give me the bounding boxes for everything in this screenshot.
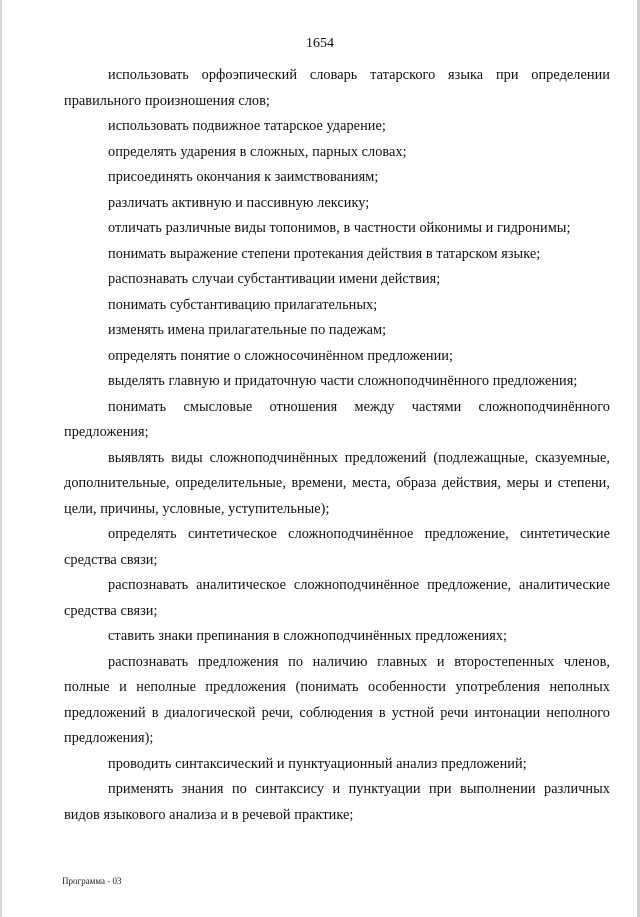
paragraph: применять знания по синтаксису и пунктуации при выполнении различных видов языкового анализа и в речевой практике; xyxy=(64,781,610,823)
paragraph: ставить знаки препинания в сложноподчинённых предложениях; xyxy=(108,628,508,644)
paragraph: определять понятие о сложносочинённом предложении; xyxy=(108,347,454,364)
paragraph: присоединять окончания к заимствованиям; xyxy=(108,169,379,185)
paragraph: распознавать предложения по наличию главных и второстепенных членов, полные и неполные предложения (понимать особенности употребления неполных предложений в диалогической речи, соблюдения в устной речи интонации неполного предложения); xyxy=(64,653,610,746)
paragraph: распознавать аналитическое сложноподчинённое предложение, аналитические средства связи; xyxy=(64,577,610,619)
paragraph: различать активную и пассивную лексику; xyxy=(108,194,370,211)
paragraph: использовать подвижное татарское ударение; xyxy=(108,118,386,134)
scan-edge-left xyxy=(0,0,2,917)
paragraph: распознавать случаи субстантивации имени действия; xyxy=(108,271,441,287)
paragraph: понимать субстантивацию прилагательных; xyxy=(108,296,378,313)
paragraph: определять синтетическое сложноподчинённое предложение, синтетические средства связи; xyxy=(64,526,610,568)
paragraph: выделять главную и придаточную части сложноподчинённого предложения; xyxy=(108,373,578,389)
page-number: 1654 xyxy=(306,36,334,51)
paragraph: использовать орфоэпический словарь татарского языка при определении правильного произношения слов; xyxy=(64,67,610,109)
paragraph: выявлять виды сложноподчинённых предложений (подлежащные, сказуемные, дополнительные, определительные, времени, места, образа действия, меры и степени, цели, причины, условные, уступительные); xyxy=(64,449,610,517)
paragraph: изменять имена прилагательные по падежам; xyxy=(108,322,387,338)
paragraph: понимать выражение степени протекания действия в татарском языке; xyxy=(108,245,541,262)
footer-label: Программа - 03 xyxy=(62,876,122,886)
paragraph: проводить синтаксический и пунктуационный анализ предложений; xyxy=(108,755,527,772)
document-body xyxy=(64,63,610,828)
paragraph: отличать различные виды топонимов, в частности ойконимы и гидронимы; xyxy=(108,220,571,236)
paragraph: определять ударения в сложных, парных словах; xyxy=(108,143,407,160)
paragraph: понимать смысловые отношения между частями сложноподчинённого предложения; xyxy=(64,398,610,440)
